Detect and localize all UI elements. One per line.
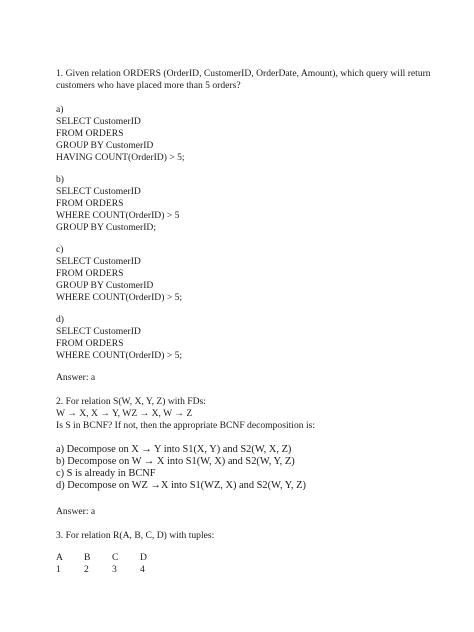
q1-answer: Answer: a [56,372,96,383]
q1-option-d-line: FROM ORDERS [56,338,124,349]
q1-option-b-label: b) [56,174,64,185]
q2-fds: W → X, X → Y, WZ → X, W → Z [56,408,193,419]
q1-option-c-line: GROUP BY CustomerID [56,280,154,291]
q1-option-c-line: WHERE COUNT(OrderID) > 5; [56,292,183,303]
q1-option-a-line: SELECT CustomerID [56,116,141,127]
q1-option-c-label: c) [56,244,64,255]
q1-option-a-line: GROUP BY CustomerID [56,140,154,151]
q1-option-b-line: FROM ORDERS [56,198,124,209]
q1-option-c-line: FROM ORDERS [56,268,124,279]
q3-header-d: D [140,552,147,563]
q1-option-b-line: SELECT CustomerID [56,186,141,197]
q3-cell: 4 [140,564,145,575]
q1-option-d-label: d) [56,314,64,325]
q2-option-b: b) Decompose on W → X into S1(W, X) and S2(W, Y, Z) [56,456,295,467]
q2-option-a: a) Decompose on X → Y into S1(X, Y) and S2(W, X, Z) [56,444,292,455]
q1-option-c-line: SELECT CustomerID [56,256,141,267]
q3-header-a: A [56,552,63,563]
q1-option-a-line: FROM ORDERS [56,128,124,139]
q3-header-b: B [84,552,91,563]
q2-option-d: d) Decompose on WZ →X into S1(WZ, X) and S2(W, Y, Z) [56,480,306,491]
q2-option-c: c) S is already in BCNF [56,468,156,479]
q3-cell: 3 [112,564,117,575]
q1-option-a-line: HAVING COUNT(OrderID) > 5; [56,152,185,163]
q3-cell: 2 [84,564,89,575]
q2-question-line1: 2. For relation S(W, X, Y, Z) with FDs: [56,396,206,407]
q1-option-d-line: WHERE COUNT(OrderID) > 5; [56,350,183,361]
q2-question-line3: Is S in BCNF? If not, then the appropriate BCNF decomposition is: [56,420,316,431]
q1-option-b-line: WHERE COUNT(OrderID) > 5 [56,210,180,221]
q1-option-a-label: a) [56,104,64,115]
q1-question-line1: 1. Given relation ORDERS (OrderID, CustomerID, OrderDate, Amount), which query will return [56,68,431,79]
q3-question: 3. For relation R(A, B, C, D) with tuples: [56,530,215,541]
q3-cell: 1 [56,564,61,575]
q1-option-b-line: GROUP BY CustomerID; [56,222,157,233]
q3-header-c: C [112,552,119,563]
q1-question-line2: customers who have placed more than 5 orders? [56,80,241,91]
q2-answer: Answer: a [56,506,96,517]
q1-option-d-line: SELECT CustomerID [56,326,141,337]
